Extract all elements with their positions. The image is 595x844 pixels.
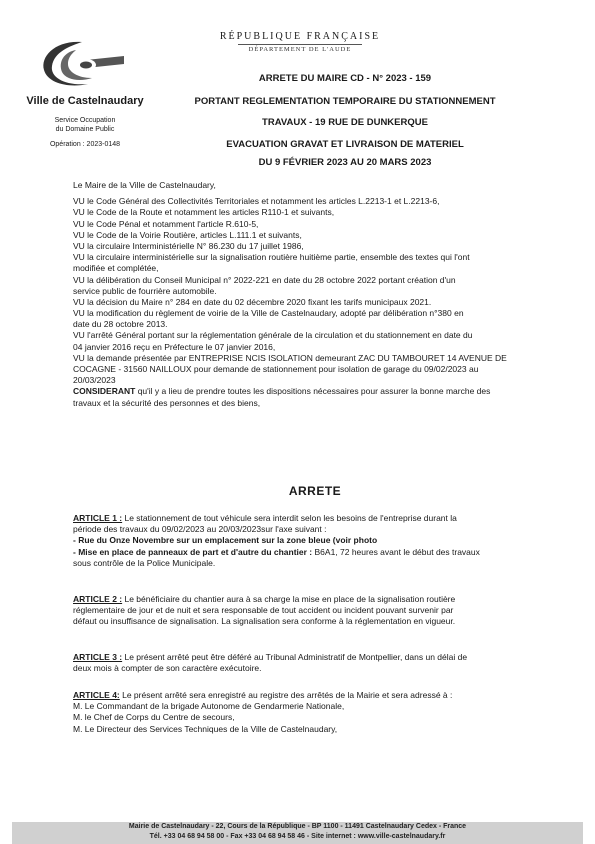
vu-line: VU l'arrêté Général portant sur la réglementation générale de la circulation et du stationnement en date du bbox=[73, 330, 473, 341]
article-1 bbox=[73, 513, 525, 569]
article-4-label: ARTICLE 4: bbox=[73, 690, 120, 700]
considerant-text: qu'il y a lieu de prendre toutes les dispositions nécessaires pour assurer la bonne marche des bbox=[135, 386, 491, 397]
page-footer bbox=[12, 822, 583, 844]
article-3-text: Le présent arrêté peut être déféré au Tribunal Administratif de Montpellier, dans un délai de bbox=[122, 652, 468, 662]
considerant-line-2: travaux et la sécurité des personnes et des biens, bbox=[73, 397, 261, 408]
article-1-label: ARTICLE 1 : bbox=[73, 513, 123, 523]
service-line-2: du Domaine Public bbox=[55, 126, 115, 133]
vu-line: VU la modification du règlement de voirie de la Ville de Castelnaudary, adopté par délibération n°380 en bbox=[73, 308, 464, 319]
service-name bbox=[20, 116, 150, 134]
considerant-label: CONSIDERANT bbox=[73, 386, 136, 397]
preamble bbox=[73, 180, 525, 409]
article-2-line: défaut ou insuffisance de signalisation. La signalisation sera conforme à la réglementation en vigueur. bbox=[73, 616, 456, 627]
header-rule bbox=[238, 44, 362, 45]
recipient-line: M. Le Commandant de la brigade Autonome de Gendarmerie Nationale, bbox=[73, 701, 345, 712]
operation-number: Opération : 2023-0148 bbox=[49, 141, 121, 148]
mayor-intro: Le Maire de la Ville de Castelnaudary, bbox=[73, 180, 216, 190]
republic-heading: RÉPUBLIQUE FRANÇAISE bbox=[219, 31, 381, 42]
castelnaudary-logo bbox=[36, 38, 128, 90]
article-1-signs: - Mise en place de panneaux de part et d'autre du chantier : bbox=[73, 546, 313, 557]
article-1-signs-detail: B6A1, 72 heures avant le début des travaux bbox=[312, 546, 480, 557]
vu-line: modifiée et complétée, bbox=[73, 263, 159, 274]
decree-subject: PORTANT REGLEMENTATION TEMPORAIRE DU STATIONNEMENT bbox=[194, 96, 496, 107]
article-3 bbox=[73, 652, 525, 674]
recipient-line: M. Le Directeur des Services Techniques de la Ville de Castelnaudary, bbox=[73, 723, 338, 734]
article-4 bbox=[73, 690, 525, 735]
vu-line: VU la circulaire interministérielle sur la signalisation routière huitième partie, ensemble des textes qui l'ont bbox=[73, 252, 470, 263]
department-heading: DÉPARTEMENT DE L'AUDE bbox=[248, 46, 352, 53]
decree-number: ARRETE DU MAIRE CD - N° 2023 - 159 bbox=[258, 73, 432, 84]
decree-period: DU 9 FÉVRIER 2023 AU 20 MARS 2023 bbox=[258, 157, 432, 168]
footer-address: Mairie de Castelnaudary - 22, Cours de la République - BP 1100 - 11491 Castelnaudary Cedex - France bbox=[128, 823, 467, 830]
recipient-line: M. le Chef de Corps du Centre de secours, bbox=[73, 712, 235, 723]
vu-line: VU le Code Général des Collectivités Territoriales et notamment les articles L.2213-1 et L.2213-6, bbox=[73, 196, 440, 207]
vu-line: COCAGNE - 31560 NAILLOUX pour demande de stationnement pour isolation de garage du 09/02/2023 au bbox=[73, 364, 479, 374]
article-2 bbox=[73, 594, 525, 628]
vu-line: date du 28 octobre 2013. bbox=[73, 319, 168, 330]
article-2-line: réglementaire de jour et de nuit et sera responsable de tout accident ou incident pouvant survenir par bbox=[73, 605, 454, 616]
considerant-line bbox=[73, 386, 525, 397]
vu-line: VU le Code de la Voirie Routière, articles L.111.1 et suivants, bbox=[73, 229, 302, 240]
vu-line: VU le Code de la Route et notamment les articles R110-1 et suivants, bbox=[73, 207, 335, 218]
vu-line: service public de fourrière automobile. bbox=[73, 285, 217, 296]
vu-line: 20/03/2023 bbox=[73, 375, 116, 386]
vu-line: VU le Code Pénal et notamment l'article R.610-5, bbox=[73, 218, 259, 229]
article-1-text: Le stationnement de tout véhicule sera interdit selon les besoins de l'entreprise durant la bbox=[122, 513, 457, 523]
article-1-line: période des travaux du 09/02/2023 au 20/03/2023sur l'axe suivant : bbox=[73, 524, 327, 535]
article-1-line: - Rue du Onze Novembre sur un emplacement sur la zone bleue (voir photo bbox=[73, 535, 378, 546]
article-4-text: Le présent arrêté sera enregistré au registre des arrêtés de la Mairie et sera adressé à : bbox=[119, 690, 453, 700]
vu-line: VU la demande présentée par ENTREPRISE NCIS ISOLATION demeurant ZAC DU TAMBOURET 14 AVENUE DE bbox=[73, 352, 507, 363]
article-3-line: deux mois à compter de son caractère exécutoire. bbox=[73, 663, 262, 674]
vu-line: VU la décision du Maire n° 284 en date du 02 décembre 2020 fixant les tarifs municipaux 2021. bbox=[73, 296, 432, 307]
vu-line: VU la délibération du Conseil Municipal n° 2022-221 en date du 28 octobre 2022 portant création d'un bbox=[73, 274, 456, 285]
vu-line: 04 janvier 2016 reçu en Préfecture le 07 janvier 2016, bbox=[73, 341, 276, 352]
article-1-line: sous contrôle de la Police Municipale. bbox=[73, 557, 216, 568]
arrete-heading: ARRETE bbox=[288, 484, 342, 498]
decree-works: TRAVAUX - 19 RUE DE DUNKERQUE bbox=[262, 117, 428, 128]
town-name: Ville de Castelnaudary bbox=[26, 95, 144, 107]
article-2-text: Le bénéficiaire du chantier aura à sa charge la mise en place de la signalisation routière bbox=[122, 594, 456, 604]
article-3-label: ARTICLE 3 : bbox=[73, 652, 123, 662]
vu-line: VU la circulaire Interministérielle N° 86.230 du 17 juillet 1986, bbox=[73, 240, 304, 251]
article-2-label: ARTICLE 2 : bbox=[73, 594, 123, 604]
decree-purpose: EVACUATION GRAVAT ET LIVRAISON DE MATERIEL bbox=[226, 139, 464, 150]
footer-contact: Tél. +33 04 68 94 58 00 - Fax +33 04 68 94 58 46 - Site internet : www.ville-castelnaudary.fr bbox=[149, 833, 446, 840]
service-line-1: Service Occupation bbox=[54, 117, 116, 124]
